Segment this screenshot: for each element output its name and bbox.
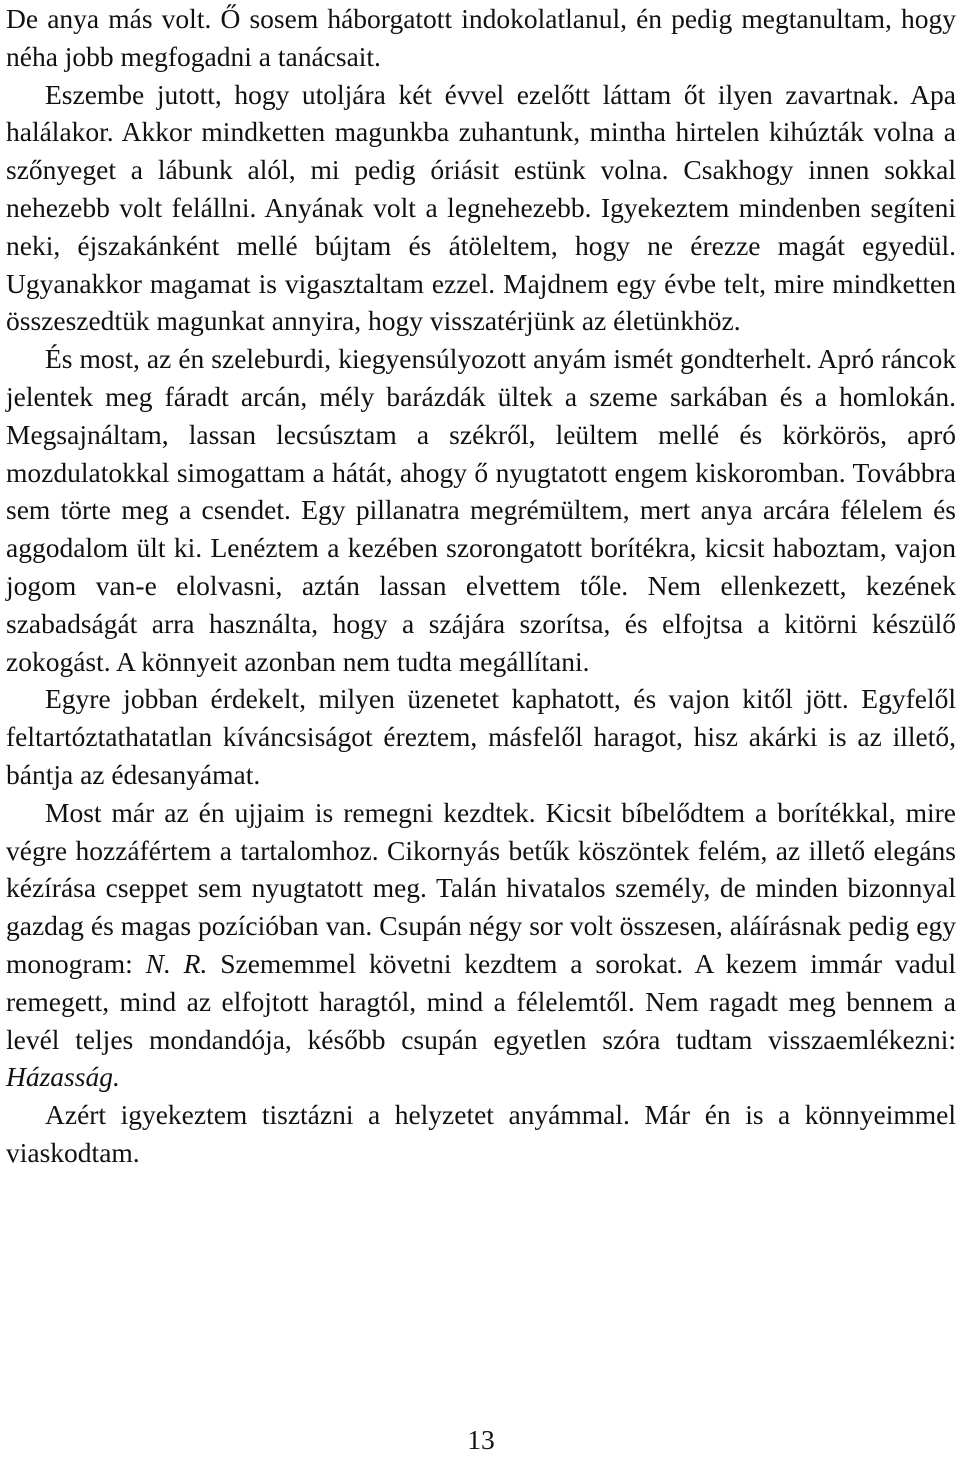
paragraph-2: Eszembe jutott, hogy utoljára két évvel ezelőtt láttam őt ilyen zavartnak. Apa halálakor. Akkor mindketten magunkba zuhantunk, mintha hirtelen kihúzták volna a szőnyeget a lábunk alól, mi pedig óriásit estünk volna. Csakhogy innen sokkal nehezebb volt felállni. Anyának volt a legnehezebb. Igyekeztem mindenben segíteni neki, éjszakánként mellé bújtam és átöleltem, hogy ne érezze magát egyedül. Ugyanakkor magamat is vigasztaltam ezzel. Majdnem egy évbe telt, mire mindketten összeszedtük magunkat annyira, hogy visszatérjünk az életünkhöz. [6,78,956,337]
paragraph-5-text-b: Szememmel követni kezdtem a sorokat. A kezem immár vadul remegett, mind az elfojtott haragtól, mind a félelemtől. Nem ragadt meg bennem a levél teljes mondandója, később csupán egyetlen szóra tudtam visszaemlékezni: [6,947,956,1055]
paragraph-6: Azért igyekeztem tisztázni a helyzetet anyámmal. Már én is a könnyeimmel viaskodtam. [6,1099,956,1168]
marriage-word-italic: Házasság. [6,1061,120,1093]
paragraph-3: És most, az én szeleburdi, kiegyensúlyozott anyám ismét gondterhelt. Apró ráncok jelentek meg fáradt arcán, mély barázdák ültek a szeme sarkában és a homlokán. Megsajnáltam, lassan lecsúsztam a székről, leültem mellé és körkörös, apró mozdulatokkal simogattam a hátát, ahogy ő nyugtatott engem kiskoromban. Továbbra sem törte meg a csendet. Egy pillanatra megrémültem, mert anya arcára félelem és aggodalom ült ki. Lenéztem a kezében szorongatott borítékra, kicsit haboztam, vajon jogom van-e elolvasni, aztán lassan elvettem tőle. Nem ellenkezett, kezének szabadságát arra használta, hogy a szájára szorítsa, és elfojtsa a kitörni készülő zokogást. A könnyeit azonban nem tudta megállítani. [6,343,956,677]
body-text [6,0,956,1172]
paragraph-4: Egyre jobban érdekelt, milyen üzenetet kaphatott, és vajon kitől jött. Egyfelől feltartóztathatatlan kíváncsiságot éreztem, másfelől haragot, hisz akárki is az illető, bántja az édesanyámat. [6,683,956,790]
paragraph-1: De anya más volt. Ő sosem háborgatott indokolatlanul, én pedig megtanultam, hogy néha jobb megfogadni a tanácsait. [6,3,956,72]
paragraph-5-text-a: Most már az én ujjaim is remegni kezdtek. Kicsit bíbelődtem a borítékkal, mire végre hozzáfértem a tartalomhoz. Cikornyás betűk köszöntek felém, az illető elegáns kézírása cseppet sem nyugtatott meg. Talán hivatalos személy, de minden bizonnyal gazdag és magas pozícióban van. Csupán négy sor volt összesen, aláírásnak pedig egy monogram: [6,796,956,979]
page-number: 13 [467,1424,495,1455]
book-page [6,0,956,1461]
monogram-italic: N. R. [145,947,208,979]
paragraph-5 [6,794,956,1096]
